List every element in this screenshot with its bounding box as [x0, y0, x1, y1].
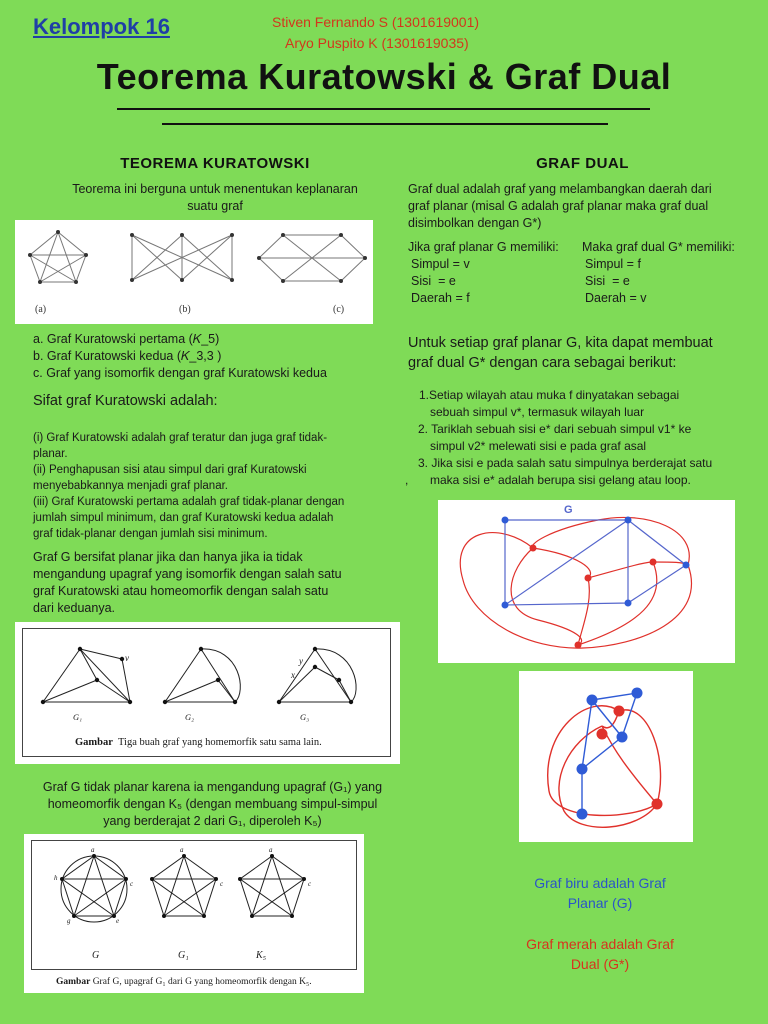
sifat-heading: Sifat graf Kuratowski adalah:	[33, 393, 218, 409]
dual-col-line: Maka graf dual G* memiliki:	[582, 240, 735, 254]
fig2-label-g2: G₂	[185, 712, 195, 722]
property-line: (ii) Penghapusan sisi atau simpul dari graf Kuratowski	[33, 464, 307, 476]
page-title: Teorema Kuratowski & Graf Dual	[96, 56, 672, 97]
group-label: Kelompok 16	[33, 14, 170, 39]
property-line: menyebabkannya menjadi graf planar.	[33, 480, 228, 492]
step-line: sebuah simpul v*, termasuk wilayah luar	[430, 405, 645, 419]
kuratowski-list	[33, 331, 393, 382]
definition-line: Graf dual adalah graf yang melambangkan daerah dari	[408, 182, 712, 196]
vertex-letter: h	[54, 874, 58, 882]
k5-homeomorphic-figure	[24, 834, 364, 993]
planar-col-line: Daerah = f	[411, 291, 470, 305]
vertex-letter: g	[67, 917, 71, 925]
fig3-label-k5: K₅	[256, 950, 267, 961]
author-1: Stiven Fernando S (1301619001)	[272, 14, 480, 30]
step-line: 1.Setiap wilayah atau muka f dinyatakan sebagai	[419, 388, 680, 402]
k33-graph	[132, 235, 232, 280]
fig3-label-g1: G₁	[178, 950, 189, 961]
list-item: c. Graf yang isomorfik dengan graf Kuratowski kedua	[33, 366, 327, 380]
construct-steps	[405, 387, 760, 489]
nonplanar-line: Graf G tidak planar karena ia mengandung upagraf (G₁) yang	[42, 780, 383, 794]
list-item: b. Graf Kuratowski kedua (𝐾_3,3 )	[33, 349, 222, 363]
kuratowski-heading: TEOREMA KURATOWSKI	[120, 155, 310, 172]
fig2-caption-bold: Gambar	[75, 737, 113, 748]
vertex-letter: c	[130, 880, 134, 888]
fig2-label-g3: G₃	[300, 712, 310, 722]
dual-graph-svg-1	[438, 500, 735, 663]
k5-graph	[30, 232, 86, 282]
construct-line: graf dual G* dengan cara sebagai berikut:	[408, 355, 677, 371]
list-item: a. Graf Kuratowski pertama (𝐾_5)	[33, 332, 220, 346]
vertex-letter: a	[269, 846, 273, 854]
vertex-label-v: v	[125, 653, 129, 663]
fig2-caption-text: Tiga buah graf yang homemorfik satu sama lain.	[117, 737, 322, 748]
vertex-letter: e	[116, 917, 120, 925]
fig1-label-b: (b)	[179, 304, 191, 315]
definition-line: disimbolkan dengan G*)	[408, 216, 542, 230]
property-line: jumlah simpul minimum, dan graf Kuratowski kedua adalah	[33, 512, 334, 524]
property-line: planar.	[33, 448, 68, 460]
step-line: simpul v2* melewati sisi e pada graf asal	[430, 439, 647, 453]
vertex-letter: c	[220, 880, 224, 888]
kuratowski-intro	[30, 181, 400, 215]
dual-definition	[408, 181, 758, 232]
legend-blue-line: Planar (G)	[567, 895, 633, 911]
author-2: Aryo Puspito K (1301619035)	[285, 35, 469, 51]
vertex-label-x: x	[291, 670, 295, 680]
dual-heading: GRAF DUAL	[536, 155, 629, 172]
kuratowski-properties	[33, 430, 383, 542]
step-line: 3. Jika sisi e pada salah satu simpulnya berderajat satu	[418, 456, 713, 470]
planar-col-line: Simpul = v	[411, 257, 470, 271]
property-line: graf tidak-planar dengan jumlah sisi minimum.	[33, 528, 268, 540]
construct-intro	[408, 333, 758, 373]
dual-col-line: Sisi = e	[585, 274, 630, 288]
planar-col-line: Sisi = e	[411, 274, 456, 288]
legend-red-line: Dual (G*)	[570, 956, 630, 972]
kuratowski-figure	[15, 220, 373, 324]
legend-blue	[500, 873, 700, 913]
construct-line: Untuk setiap graf planar G, kita dapat membuat	[408, 335, 713, 351]
planar-col-line: Jika graf planar G memiliki:	[408, 240, 559, 254]
dual-properties	[582, 239, 762, 307]
kuratowski-graphs-svg	[15, 220, 373, 324]
graph-label-g: G	[564, 504, 573, 516]
planar-line: graf Kuratowski atau homeomorfik dengan salah satu	[33, 584, 329, 598]
isomorphic-graph	[259, 235, 365, 281]
planar-properties	[408, 239, 588, 307]
dual-graph-figure-1	[438, 500, 735, 663]
step-line: maka sisi e* adalah berupa sisi gelang atau loop.	[430, 473, 691, 487]
legend-blue-line: Graf biru adalah Graf	[534, 875, 666, 891]
dual-graph-svg-2	[519, 671, 693, 842]
nonplanar-statement	[10, 779, 415, 830]
fig2-caption	[75, 737, 322, 748]
planar-line: Graf G bersifat planar jika dan hanya jika ia tidak	[33, 550, 303, 564]
fig3-caption-bold: Gambar	[56, 977, 91, 987]
legend-red	[485, 934, 715, 974]
kuratowski-intro-line-2: suatu graf	[187, 199, 243, 213]
step-line: 2. Tariklah sebuah sisi e* dari sebuah simpul v1* ke	[418, 422, 692, 436]
planar-line: mengandung upagraf yang isomorfik dengan salah satu	[33, 567, 342, 581]
planar-line: dari keduanya.	[33, 601, 116, 615]
planar-statement	[33, 549, 393, 617]
title-rule-bottom	[162, 123, 608, 125]
fig3-label-g: G	[92, 950, 100, 961]
k5-homeomorphic-svg	[24, 834, 364, 993]
fig3-caption	[56, 977, 312, 987]
dual-col-line: Daerah = v	[585, 291, 647, 305]
fig2-label-g1: G₁	[73, 712, 83, 722]
homeomorphic-figure	[15, 622, 400, 764]
vertex-label-y: y	[299, 656, 303, 666]
title-rule-top	[117, 108, 650, 110]
dual-graph-figure-2	[519, 671, 693, 842]
vertex-letter: a	[180, 846, 184, 854]
fig1-label-c: (c)	[333, 304, 345, 315]
fig3-caption-text: Graf G, upagraf G₁ dari G yang homeomorfik dengan K₅.	[92, 977, 312, 987]
vertex-letter: a	[91, 846, 95, 854]
fig1-label-a: (a)	[35, 304, 47, 315]
property-line: (iii) Graf Kuratowski pertama adalah graf tidak-planar dengan	[33, 496, 345, 508]
legend-red-line: Graf merah adalah Graf	[526, 936, 674, 952]
property-line: (i) Graf Kuratowski adalah graf teratur dan juga graf tidak-	[33, 432, 328, 444]
nonplanar-line: homeomorfik dengan K₅ (dengan membuang simpul-simpul	[47, 797, 378, 811]
dual-col-line: Simpul = f	[585, 257, 641, 271]
nonplanar-line: yang berderajat 2 dari G₁, diperoleh K₅)	[103, 814, 322, 828]
step-line: ,	[405, 473, 409, 487]
vertex-letter: c	[308, 880, 312, 888]
definition-line: graf planar (misal G adalah graf planar maka graf dual	[408, 199, 709, 213]
kuratowski-intro-line-1: Teorema ini berguna untuk menentukan keplanaran	[72, 182, 358, 196]
